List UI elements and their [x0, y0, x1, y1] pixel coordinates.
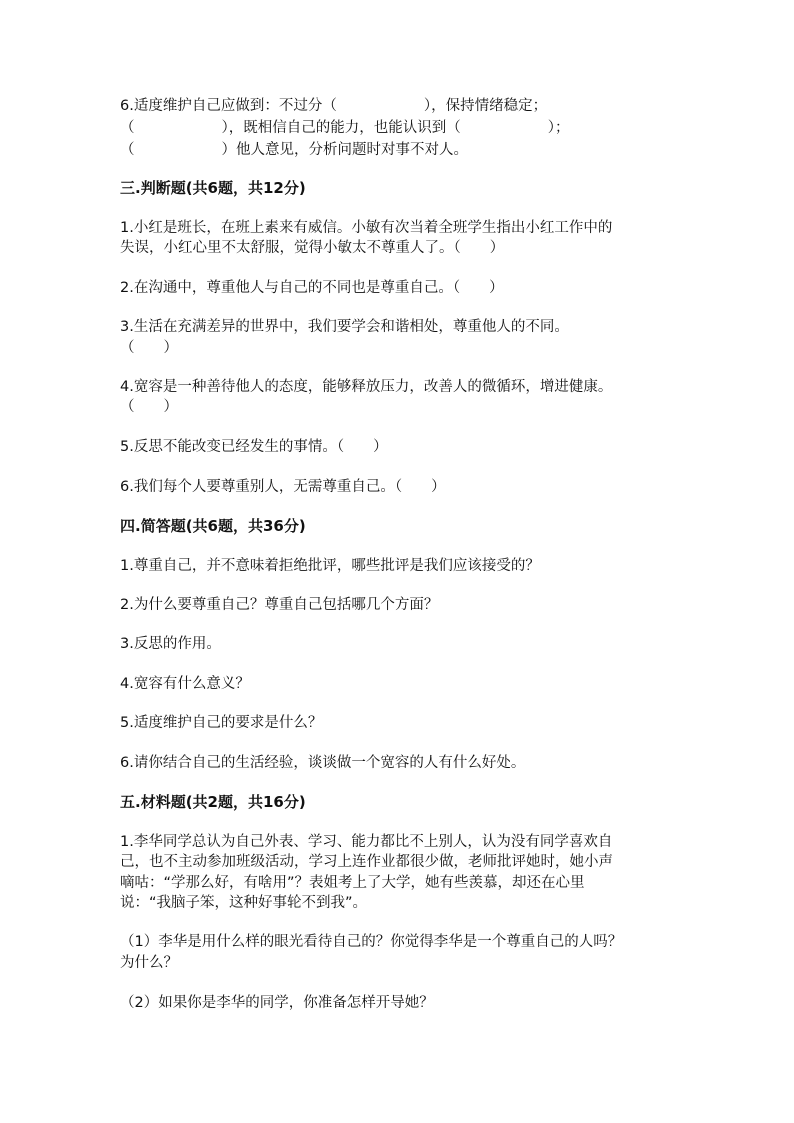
judgment-q1-line1: 1.小红是班长，在班上素来有威信。小敏有次当着全班学生指出小红工作中的 — [120, 220, 613, 236]
judgment-q1-line2: 失误，小红心里不太舒服，觉得小敏太不尊重人了。（ ） — [120, 240, 505, 256]
fill-in-q6-line2: （ ），既相信自己的能力，也能认识到（ ）； — [120, 120, 570, 136]
material-sub2: （2）如果你是李华的同学，你准备怎样开导她？ — [120, 995, 434, 1011]
short-answer-q2: 2.为什么要尊重自己？尊重自己包括哪几个方面？ — [120, 597, 439, 613]
material-q1-line1: 1.李华同学总认为自己外表、学习、能力都比不上别人，认为没有同学喜欢自 — [120, 834, 613, 850]
material-sub1-line1: （1）李华是用什么样的眼光看待自己的？你觉得李华是一个尊重自己的人吗？ — [120, 934, 623, 950]
short-answer-heading: 四.简答题(共6题，共36分) — [120, 517, 306, 535]
material-q1-line2: 己，也不主动参加班级活动，学习上连作业都很少做，老师批评她时，她小声 — [120, 854, 613, 870]
short-answer-q5: 5.适度维护自己的要求是什么？ — [120, 715, 323, 731]
fill-in-q6-line3: （ ）他人意见，分析问题时对事不对人。 — [120, 142, 468, 158]
material-q1-line4: 说：“我脑子笨，这种好事轮不到我”。 — [120, 895, 368, 911]
judgment-q3-line1: 3.生活在充满差异的世界中，我们要学会和谐相处，尊重他人的不同。 — [120, 319, 569, 335]
judgment-q5: 5.反思不能改变已经发生的事情。（ ） — [120, 439, 388, 455]
judgment-q6: 6.我们每个人要尊重别人，无需尊重自己。（ ） — [120, 479, 446, 495]
judgment-q3-line2: （ ） — [120, 340, 178, 356]
fill-in-q6-line1: 6.适度维护自己应做到：不过分（ ），保持情绪稳定； — [120, 98, 548, 114]
short-answer-q6: 6.请你结合自己的生活经验，谈谈做一个宽容的人有什么好处。 — [120, 755, 526, 771]
short-answer-q3: 3.反思的作用。 — [120, 636, 221, 652]
short-answer-q4: 4.宽容有什么意义？ — [120, 676, 250, 692]
material-sub1-line2: 为什么？ — [120, 955, 178, 971]
judgment-q4-line2: （ ） — [120, 399, 178, 415]
judgment-heading: 三.判断题(共6题，共12分) — [120, 179, 306, 197]
judgment-q2: 2.在沟通中，尊重他人与自己的不同也是尊重自己。（ ） — [120, 280, 504, 296]
material-q1-line3: 嘀咕：“学那么好，有啥用”？表姐考上了大学，她有些羡慕，却还在心里 — [120, 875, 585, 891]
short-answer-q1: 1.尊重自己，并不意味着拒绝批评，哪些批评是我们应该接受的？ — [120, 558, 540, 574]
material-heading: 五.材料题(共2题，共16分) — [120, 793, 306, 811]
judgment-q4-line1: 4.宽容是一种善待他人的态度，能够释放压力，改善人的微循环，增进健康。 — [120, 379, 613, 395]
